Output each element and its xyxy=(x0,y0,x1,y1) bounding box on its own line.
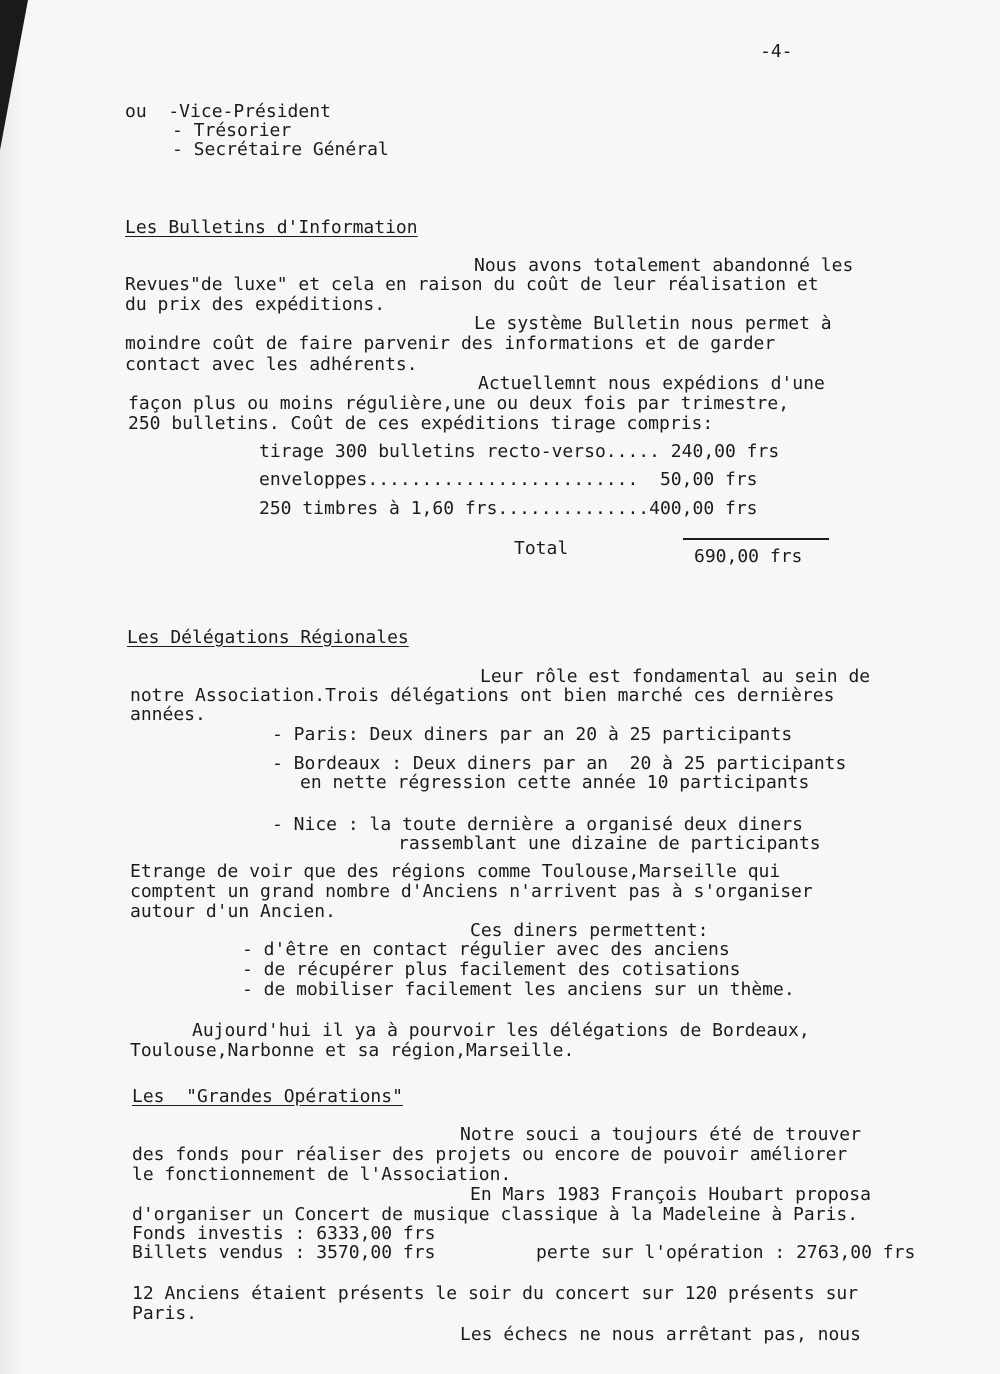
text-line: Nous avons totalement abandonné les xyxy=(474,255,854,276)
text-line: Actuellemnt nous expédions d'une xyxy=(478,373,825,394)
text-line: Le système Bulletin nous permet à xyxy=(474,313,832,334)
text-line: le fonctionnement de l'Association. xyxy=(132,1164,512,1185)
text-line: Notre souci a toujours été de trouver xyxy=(460,1124,861,1145)
delegation-bordeaux-note: en nette régression cette année 10 participants xyxy=(300,772,810,793)
bullet-item: - de récupérer plus facilement des cotisations xyxy=(242,959,741,980)
delegation-bordeaux: - Bordeaux : Deux diners par an 20 à 25 participants xyxy=(272,753,847,774)
folded-corner xyxy=(0,0,28,150)
text-line: Etrange de voir que des régions comme Toulouse,Marseille qui xyxy=(130,861,781,882)
officer-secretary: - Secrétaire Général xyxy=(172,139,389,160)
text-line: Paris. xyxy=(132,1303,198,1324)
bullet-item: - de mobiliser facilement les anciens sur un thème. xyxy=(242,979,795,1000)
text-line: 12 Anciens étaient présents le soir du concert sur 120 présents sur xyxy=(132,1283,859,1304)
operation-loss: perte sur l'opération : 2763,00 frs xyxy=(536,1242,916,1263)
text-line: autour d'un Ancien. xyxy=(130,901,336,922)
text-line: Revues"de luxe" et cela en raison du coût de leur réalisation et xyxy=(125,274,819,295)
text-line: contact avec les adhérents. xyxy=(125,354,418,375)
text-line: Leur rôle est fondamental au sein de xyxy=(480,666,871,687)
cost-line-printing: tirage 300 bulletins recto-verso..... 240,00 frs xyxy=(259,441,780,462)
text-line: des fonds pour réaliser des projets ou encore de pouvoir améliorer xyxy=(132,1144,848,1165)
delegation-nice-note: rassemblant une dizaine de participants xyxy=(398,833,821,854)
text-line: d'organiser un Concert de musique classique à la Madeleine à Paris. xyxy=(132,1204,859,1225)
total-label: Total xyxy=(514,538,569,559)
text-line: Toulouse,Narbonne et sa région,Marseille. xyxy=(130,1040,575,1061)
total-value: 690,00 frs xyxy=(694,546,803,567)
text-line: années. xyxy=(130,704,206,725)
text-line: Aujourd'hui il ya à pourvoir les délégations de Bordeaux, xyxy=(192,1020,810,1041)
text-line: Ces diners permettent: xyxy=(470,920,709,941)
delegation-nice: - Nice : la toute dernière a organisé deux diners xyxy=(272,814,804,835)
text-line: moindre coût de faire parvenir des informations et de garder xyxy=(125,333,776,354)
text-line: En Mars 1983 François Houbart proposa xyxy=(470,1184,871,1205)
text-line: 250 bulletins. Coût de ces expéditions tirage compris: xyxy=(128,413,714,434)
cost-line-stamps: 250 timbres à 1,60 frs..............400,00 frs xyxy=(259,498,758,519)
heading-operations: Les "Grandes Opérations" xyxy=(132,1086,403,1107)
heading-bulletins: Les Bulletins d'Information xyxy=(125,217,418,238)
heading-delegations: Les Délégations Régionales xyxy=(127,627,409,648)
text-line: notre Association.Trois délégations ont bien marché ces dernières xyxy=(130,685,835,706)
text-line: façon plus ou moins régulière,une ou deux fois par trimestre, xyxy=(128,393,790,414)
bullet-item: - d'être en contact régulier avec des anciens xyxy=(242,939,730,960)
total-rule xyxy=(683,538,829,540)
page-shadow-edge xyxy=(0,0,22,1374)
text-line: Les échecs ne nous arrêtant pas, nous xyxy=(460,1324,861,1345)
delegation-paris: - Paris: Deux diners par an 20 à 25 participants xyxy=(272,724,793,745)
tickets-sold: Billets vendus : 3570,00 frs xyxy=(132,1242,436,1263)
text-line: du prix des expéditions. xyxy=(125,294,386,315)
page-number: -4- xyxy=(760,41,793,62)
officer-vice-president: ou -Vice-Président xyxy=(125,101,331,122)
funds-invested: Fonds investis : 6333,00 frs xyxy=(132,1223,436,1244)
text-line: comptent un grand nombre d'Anciens n'arrivent pas à s'organiser xyxy=(130,881,813,902)
officer-treasurer: - Trésorier xyxy=(172,120,292,141)
cost-line-envelopes: enveloppes......................... 50,00 frs xyxy=(259,469,758,490)
